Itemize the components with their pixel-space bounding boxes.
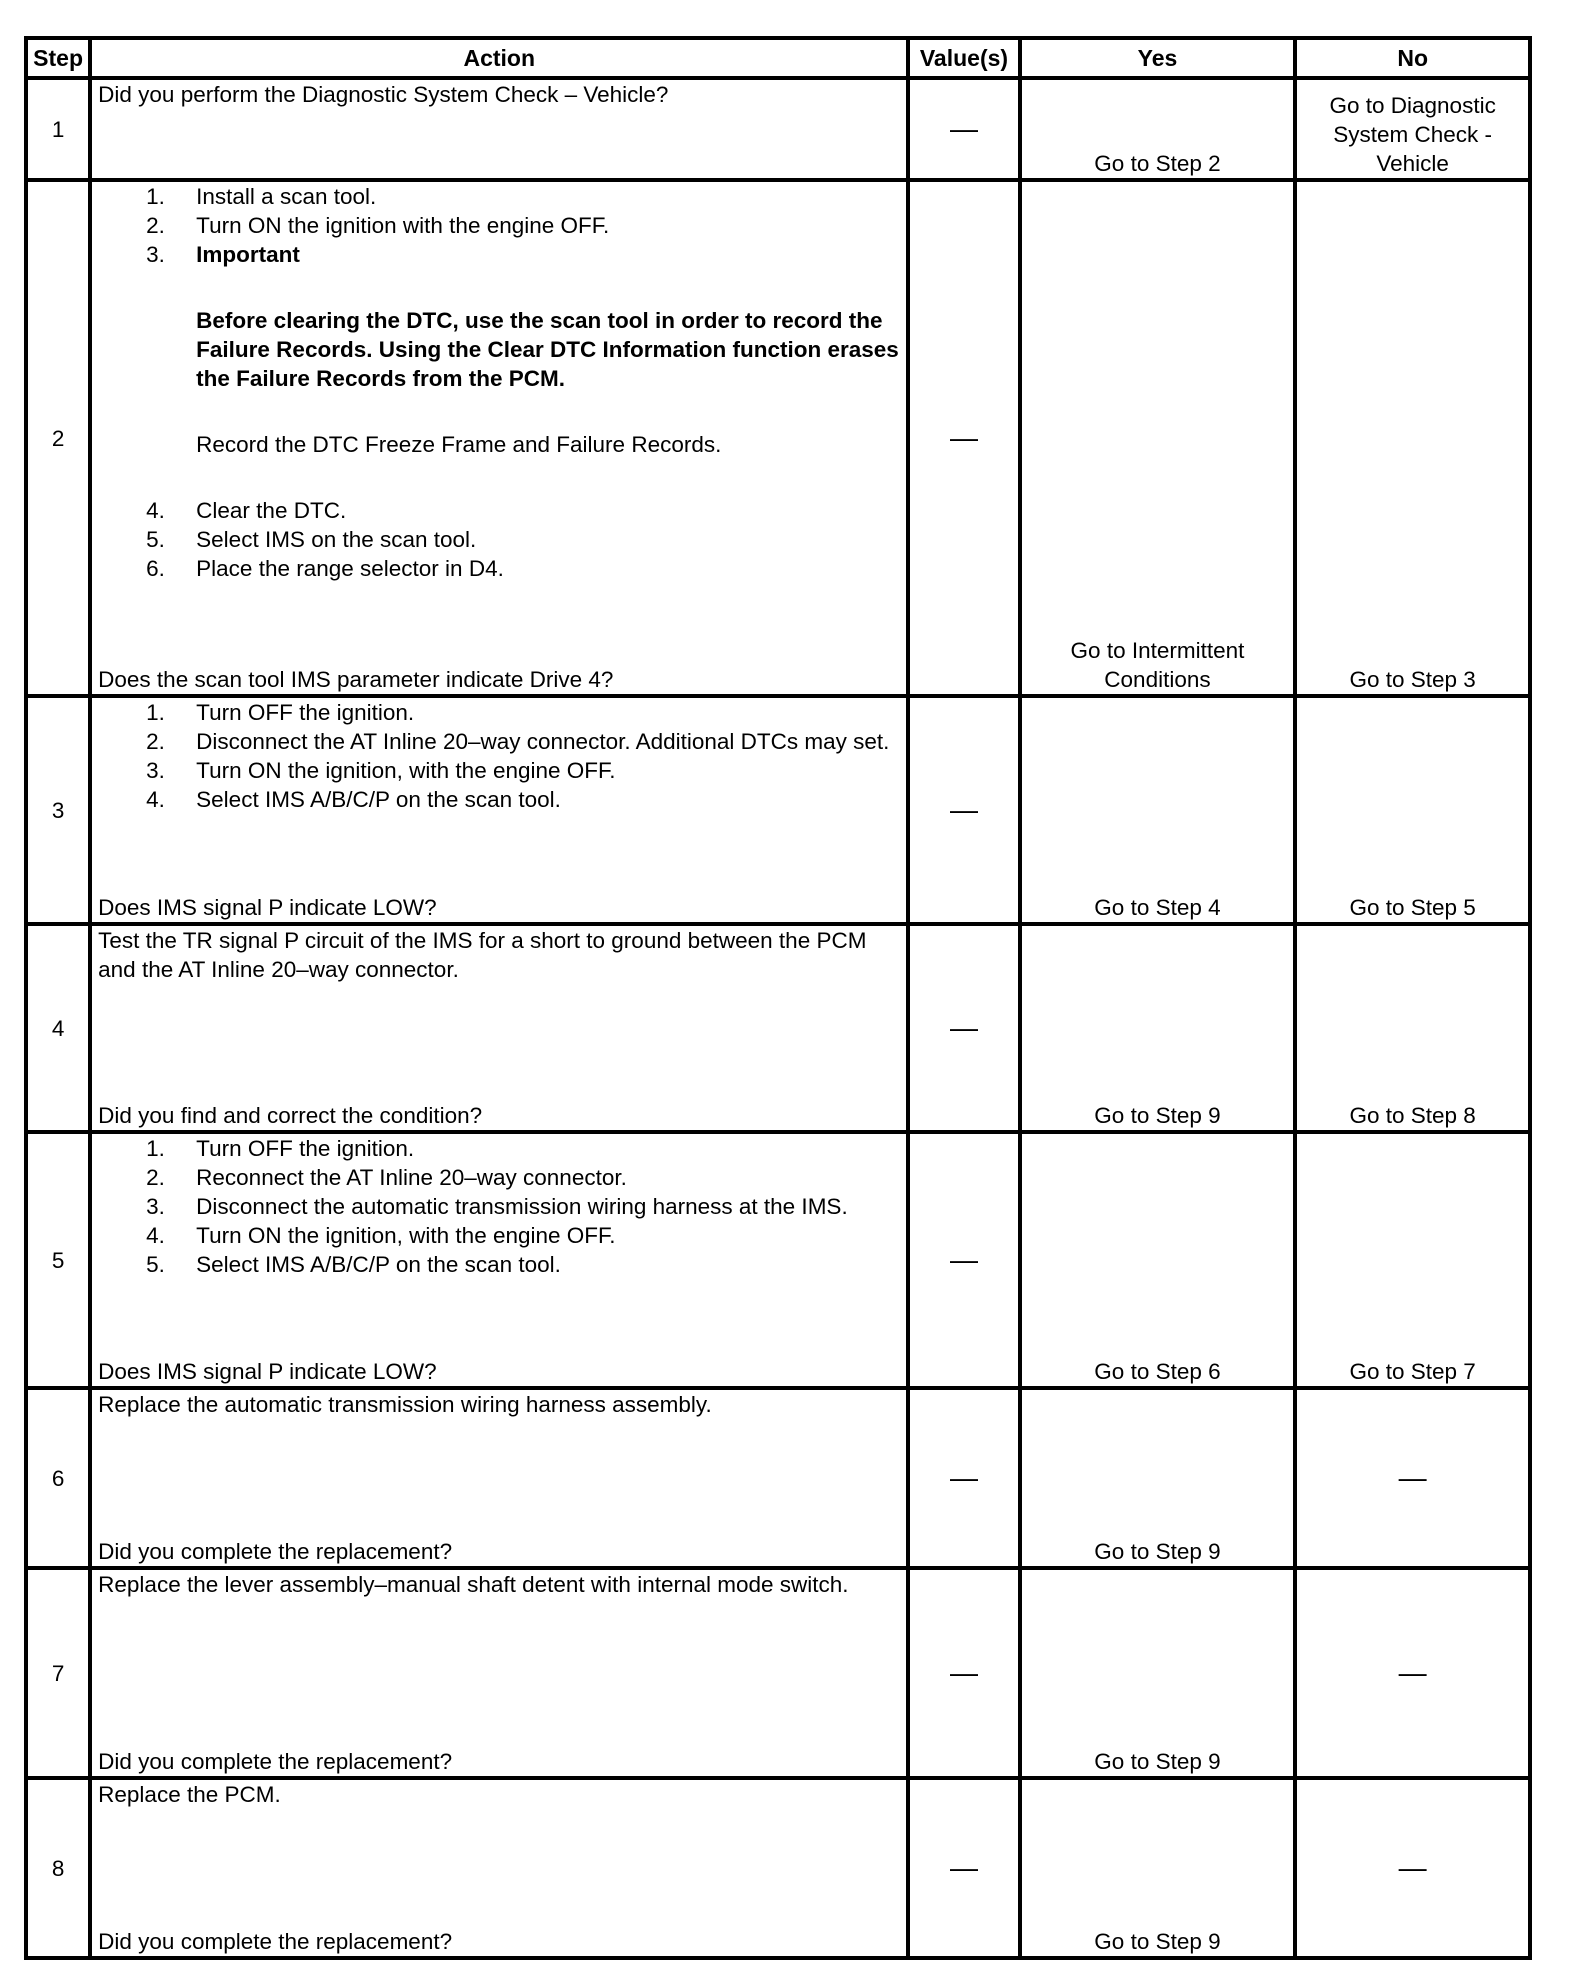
action-cell [90, 1778, 908, 1958]
table-row-1 [26, 78, 1530, 180]
step-list [98, 1134, 900, 1279]
question-text: Did you complete the replacement? [98, 1749, 453, 1774]
step-number: 4 [26, 924, 90, 1132]
header-no: No [1295, 38, 1530, 78]
list-item: 4. Turn ON the ignition, with the engine OFF. [146, 1223, 616, 1248]
no-dash: — [1398, 1851, 1427, 1883]
value-dash: — [949, 112, 978, 144]
no-link[interactable]: Go to Step 5 [1295, 696, 1530, 924]
list-item: 6. Place the range selector in D4. [146, 556, 504, 581]
yes-link[interactable]: Go to Step 9 [1020, 1568, 1296, 1778]
value-cell [908, 1388, 1019, 1568]
value-cell [908, 1132, 1019, 1388]
list-item: 3. Turn ON the ignition, with the engine OFF. [146, 758, 616, 783]
value-cell [908, 1778, 1019, 1958]
value-dash: — [949, 1851, 978, 1883]
table-row-7 [26, 1568, 1530, 1778]
list-item: 1. Turn OFF the ignition. [146, 1136, 415, 1161]
no-cell [1295, 1568, 1530, 1778]
list-item: 4. Clear the DTC. [146, 498, 347, 523]
no-link[interactable]: Go to Step 7 [1295, 1132, 1530, 1388]
action-text: Replace the PCM. [98, 1782, 281, 1807]
value-cell [908, 924, 1019, 1132]
value-cell [908, 1568, 1019, 1778]
table-row-5 [26, 1132, 1530, 1388]
yes-link[interactable]: Go to Step 6 [1020, 1132, 1296, 1388]
table-row-4 [26, 924, 1530, 1132]
action-cell [90, 1388, 908, 1568]
question-text: Did you complete the replacement? [98, 1539, 453, 1564]
list-item: 2. Turn ON the ignition with the engine OFF. [146, 213, 610, 238]
list-item: 3. Disconnect the automatic transmission wiring harness at the IMS. [146, 1194, 848, 1219]
value-dash: — [949, 1011, 978, 1043]
list-item: 5. Select IMS on the scan tool. [146, 527, 477, 552]
list-item: 2. Reconnect the AT Inline 20–way connector. [146, 1165, 627, 1190]
question-text: Does IMS signal P indicate LOW? [98, 1359, 437, 1384]
step-number: 6 [26, 1388, 90, 1568]
important-heading: Important [196, 242, 300, 267]
step-number: 3 [26, 696, 90, 924]
header-yes: Yes [1020, 38, 1296, 78]
action-cell [90, 180, 908, 696]
important-item: 3. Important Before clearing the DTC, use the scan tool in order to record the Failure Records. Using the Clear DTC Information function erases the Failure Records from the PCM. Record the DTC Freeze Frame and Failure Records. [146, 242, 899, 457]
action-cell [90, 1132, 908, 1388]
list-item: 4. Select IMS A/B/C/P on the scan tool. [146, 787, 561, 812]
action-cell [90, 1568, 908, 1778]
no-dash: — [1398, 1461, 1427, 1493]
table-row-2 [26, 180, 1530, 696]
header-action: Action [90, 38, 908, 78]
step-number: 1 [26, 78, 90, 180]
yes-link[interactable]: Go to Step 9 [1020, 924, 1296, 1132]
yes-link[interactable]: Go to Step 9 [1020, 1778, 1296, 1958]
no-link[interactable]: Go to Diagnostic System Check - Vehicle [1295, 78, 1530, 180]
yes-link[interactable]: Go to Intermittent Conditions [1020, 180, 1296, 696]
no-cell [1295, 1778, 1530, 1958]
action-text: Did you perform the Diagnostic System Check – Vehicle? [98, 82, 669, 107]
yes-link[interactable]: Go to Step 2 [1020, 78, 1296, 180]
action-text: Replace the lever assembly–manual shaft detent with internal mode switch. [98, 1572, 849, 1597]
value-dash: — [949, 1243, 978, 1275]
important-note: Record the DTC Freeze Frame and Failure Records. [196, 432, 722, 457]
question-text: Did you complete the replacement? [98, 1929, 453, 1954]
question-text: Does the scan tool IMS parameter indicate Drive 4? [98, 667, 614, 692]
important-body: Before clearing the DTC, use the scan tool in order to record the Failure Records. Using the Clear DTC Information function erases the Failure Records from the PCM. [196, 308, 899, 391]
value-cell [908, 78, 1019, 180]
no-dash: — [1398, 1656, 1427, 1688]
value-cell [908, 696, 1019, 924]
no-cell [1295, 1388, 1530, 1568]
no-link[interactable]: Go to Step 3 [1295, 180, 1530, 696]
step-list [98, 182, 900, 583]
value-dash: — [949, 793, 978, 825]
step-number: 2 [26, 180, 90, 696]
action-cell [90, 78, 908, 180]
yes-link[interactable]: Go to Step 9 [1020, 1388, 1296, 1568]
table-row-6 [26, 1388, 1530, 1568]
header-row [26, 38, 1530, 78]
diagnostic-table [24, 36, 1532, 1960]
action-cell [90, 696, 908, 924]
list-item: 5. Select IMS A/B/C/P on the scan tool. [146, 1252, 561, 1277]
header-step: Step [26, 38, 90, 78]
no-link[interactable]: Go to Step 8 [1295, 924, 1530, 1132]
list-item: 1. Install a scan tool. [146, 184, 377, 209]
table-row-8 [26, 1778, 1530, 1958]
step-number: 8 [26, 1778, 90, 1958]
action-text: Test the TR signal P circuit of the IMS for a short to ground between the PCM and the AT Inline 20–way connector. [98, 928, 867, 982]
value-dash: — [949, 1461, 978, 1493]
value-dash: — [949, 1656, 978, 1688]
action-text: Replace the automatic transmission wiring harness assembly. [98, 1392, 712, 1417]
table-row-3 [26, 696, 1530, 924]
value-cell [908, 180, 1019, 696]
value-dash: — [949, 421, 978, 453]
yes-link[interactable]: Go to Step 4 [1020, 696, 1296, 924]
header-values: Value(s) [908, 38, 1019, 78]
step-number: 5 [26, 1132, 90, 1388]
step-number: 7 [26, 1568, 90, 1778]
question-text: Did you find and correct the condition? [98, 1103, 483, 1128]
step-list [98, 698, 900, 814]
action-cell [90, 924, 908, 1132]
list-item: 1. Turn OFF the ignition. [146, 700, 415, 725]
list-item: 2. Disconnect the AT Inline 20–way connector. Additional DTCs may set. [146, 729, 890, 754]
question-text: Does IMS signal P indicate LOW? [98, 895, 437, 920]
